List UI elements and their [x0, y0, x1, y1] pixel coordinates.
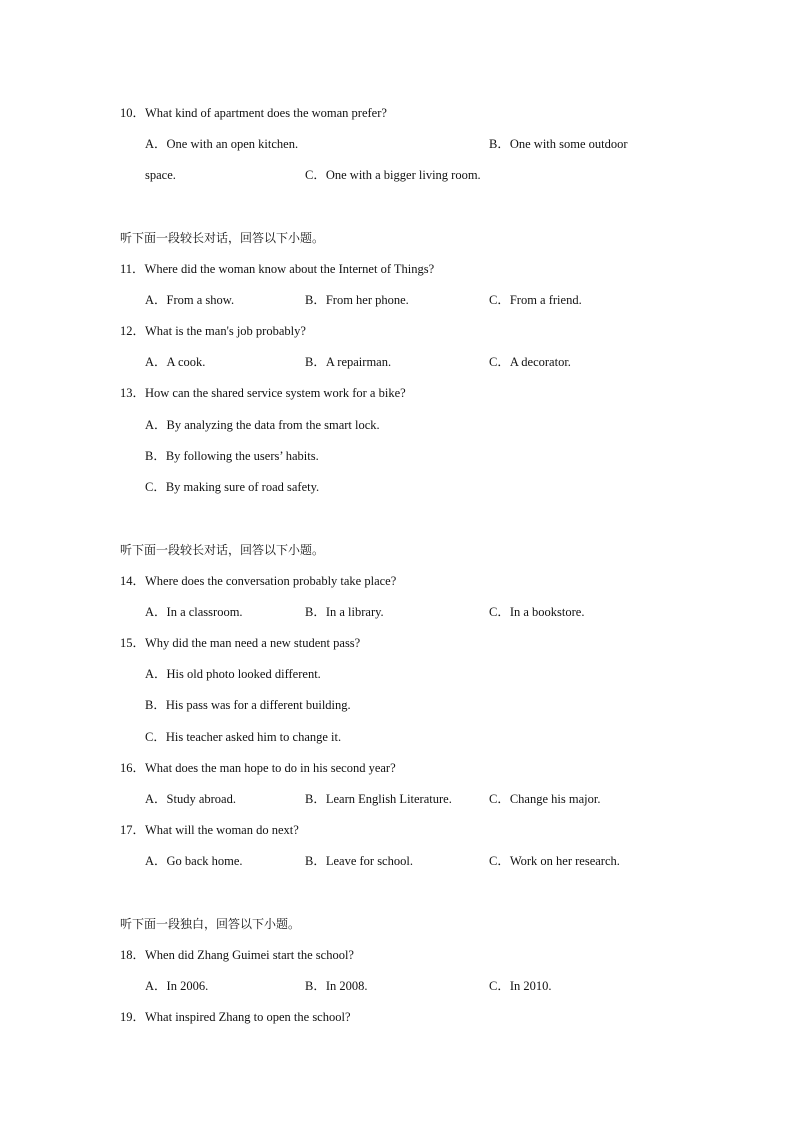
- question-17-option-a: A．Go back home.: [145, 854, 243, 868]
- question-15-stem: 15．Why did the man need a new student pass?: [120, 636, 361, 650]
- question-15-option-a: A．His old photo looked different.: [145, 667, 321, 681]
- question-14-option-c: C．In a bookstore.: [489, 605, 585, 619]
- section-instruction-3: 听下面一段独白，回答以下小题。: [120, 917, 301, 931]
- question-13-option-a: A．By analyzing the data from the smart lock.: [145, 418, 380, 432]
- question-15-option-b: B．His pass was for a different building.: [145, 698, 351, 712]
- question-11-option-a: A．From a show.: [145, 293, 235, 307]
- question-10-option-c: C．One with a bigger living room.: [305, 168, 481, 182]
- question-13-option-b: B．By following the users’ habits.: [145, 449, 319, 463]
- question-15-option-c: C．His teacher asked him to change it.: [145, 730, 342, 744]
- section-instruction-2: 听下面一段较长对话，回答以下小题。: [120, 543, 325, 557]
- question-18-option-a: A．In 2006.: [145, 979, 209, 993]
- question-16-option-a: A．Study abroad.: [145, 792, 236, 806]
- question-11-stem: 11．Where did the woman know about the Internet of Things?: [120, 262, 435, 276]
- question-14-option-a: A．In a classroom.: [145, 605, 243, 619]
- question-16-stem: 16．What does the man hope to do in his second year?: [120, 761, 396, 775]
- question-18-stem: 18．When did Zhang Guimei start the school?: [120, 948, 354, 962]
- question-17-option-b: B．Leave for school.: [305, 854, 413, 868]
- question-12-option-b: B．A repairman.: [305, 355, 392, 369]
- question-11-option-b: B．From her phone.: [305, 293, 409, 307]
- question-12-option-a: A．A cook.: [145, 355, 206, 369]
- question-13-stem: 13．How can the shared service system work for a bike?: [120, 386, 406, 400]
- question-10-option-b: B．One with some outdoor: [489, 137, 628, 151]
- question-17-option-c: C．Work on her research.: [489, 854, 620, 868]
- question-12-stem: 12．What is the man's job probably?: [120, 324, 306, 338]
- question-13-option-c: C．By making sure of road safety.: [145, 480, 320, 494]
- question-18-option-c: C．In 2010.: [489, 979, 552, 993]
- question-10-option-b-continued: space.: [145, 168, 176, 182]
- section-instruction-1: 听下面一段较长对话，回答以下小题。: [120, 231, 325, 245]
- question-10-stem: 10．What kind of apartment does the woman prefer?: [120, 106, 387, 120]
- question-19-stem: 19．What inspired Zhang to open the school?: [120, 1010, 351, 1024]
- question-16-option-b: B．Learn English Literature.: [305, 792, 452, 806]
- question-10-option-a: A．One with an open kitchen.: [145, 137, 299, 151]
- question-18-option-b: B．In 2008.: [305, 979, 368, 993]
- question-17-stem: 17．What will the woman do next?: [120, 823, 299, 837]
- question-16-option-c: C．Change his major.: [489, 792, 601, 806]
- question-14-stem: 14．Where does the conversation probably take place?: [120, 574, 397, 588]
- question-14-option-b: B．In a library.: [305, 605, 384, 619]
- question-12-option-c: C．A decorator.: [489, 355, 571, 369]
- question-11-option-c: C．From a friend.: [489, 293, 582, 307]
